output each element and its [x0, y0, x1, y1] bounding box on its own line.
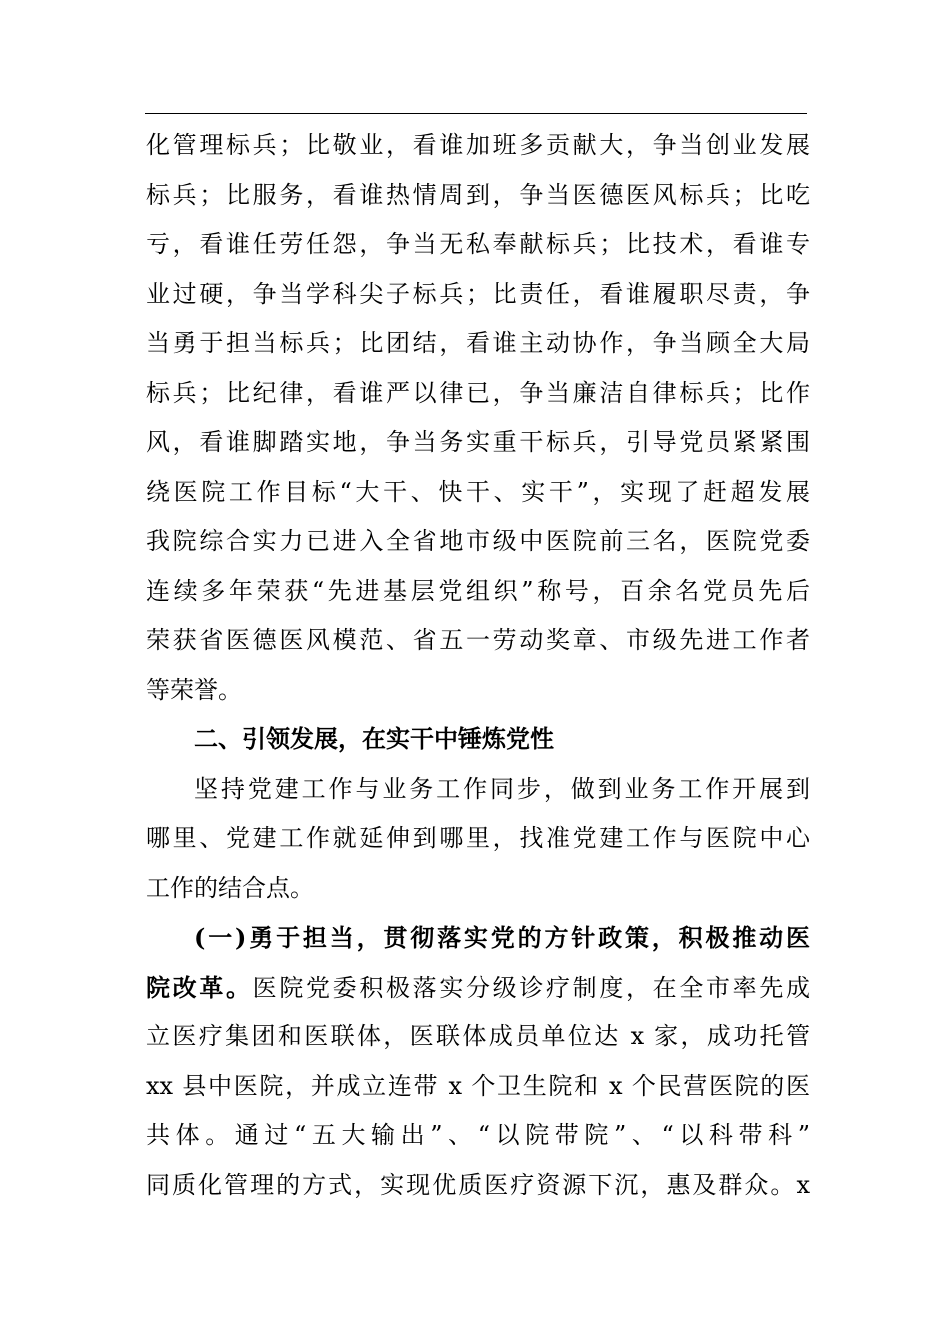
paragraph-3 [146, 913, 810, 1210]
text-line: 同质化管理的方式，实现优质医疗资源下沉，惠及群众。x [146, 1170, 810, 1199]
section-heading: 二、引领发展，在实干中锤炼党性 [194, 725, 554, 753]
subheading-line: (一)勇于担当，贯彻落实党的方针政策，积极推动医 [194, 923, 810, 952]
text-line: xx 县中医院，并成立连带 x 个卫生院和 x 个民营医院的医 [146, 1071, 810, 1100]
text-line: 当勇于担当标兵；比团结，看谁主动协作，争当顾全大局 [146, 329, 810, 357]
text-line: 绕医院工作目标“大干、快干、实干”，实现了赶超发展 [146, 477, 810, 506]
text-line: 坚持党建工作与业务工作同步，做到业务工作开展到 [194, 774, 810, 803]
text-line: 哪里、党建工作就延伸到哪里，找准党建工作与医院中心 [146, 824, 810, 852]
text-line: 等荣誉。 [146, 675, 242, 704]
text-line: 共体。通过“五大输出”、“以院带院”、“以科带科” [146, 1121, 810, 1149]
text-line: 化管理标兵；比敬业，看谁加班多贡献大，争当创业发展 [146, 131, 810, 159]
text-line: 工作的结合点。 [146, 873, 314, 902]
text-line: 标兵；比服务，看谁热情周到，争当医德医风标兵；比吃 [146, 180, 810, 209]
text-line: 业过硬，争当学科尖子标兵；比责任，看谁履职尽责，争 [146, 279, 810, 308]
text-line: 荣获省医德医风模范、省五一劳动奖章、市级先进工作者 [146, 626, 810, 654]
paragraph-1 [146, 121, 810, 715]
document-body [146, 121, 810, 1210]
text-line: 立医疗集团和医联体，医联体成员单位达 x 家，成功托管 [146, 1022, 810, 1050]
text-line [146, 963, 810, 1013]
text-line: 连续多年荣获“先进基层党组织”称号，百余名党员先后 [146, 576, 810, 605]
subheading-tail: 院改革。 [146, 972, 253, 1002]
text-line: 风，看谁脚踏实地，争当务实重干标兵，引导党员紧紧围 [146, 428, 810, 456]
text-span: 医院党委积极落实分级诊疗制度，在全市率先成 [252, 973, 811, 1002]
text-line: 标兵；比纪律，看谁严以律已，争当廉洁自律标兵；比作 [146, 378, 810, 407]
text-line: 亏，看谁任劳任怨，争当无私奉献标兵；比技术，看谁专 [146, 230, 810, 258]
text-line: 我院综合实力已进入全省地市级中医院前三名，医院党委 [146, 527, 810, 555]
paragraph-2 [146, 765, 810, 914]
header-rule [145, 113, 807, 114]
